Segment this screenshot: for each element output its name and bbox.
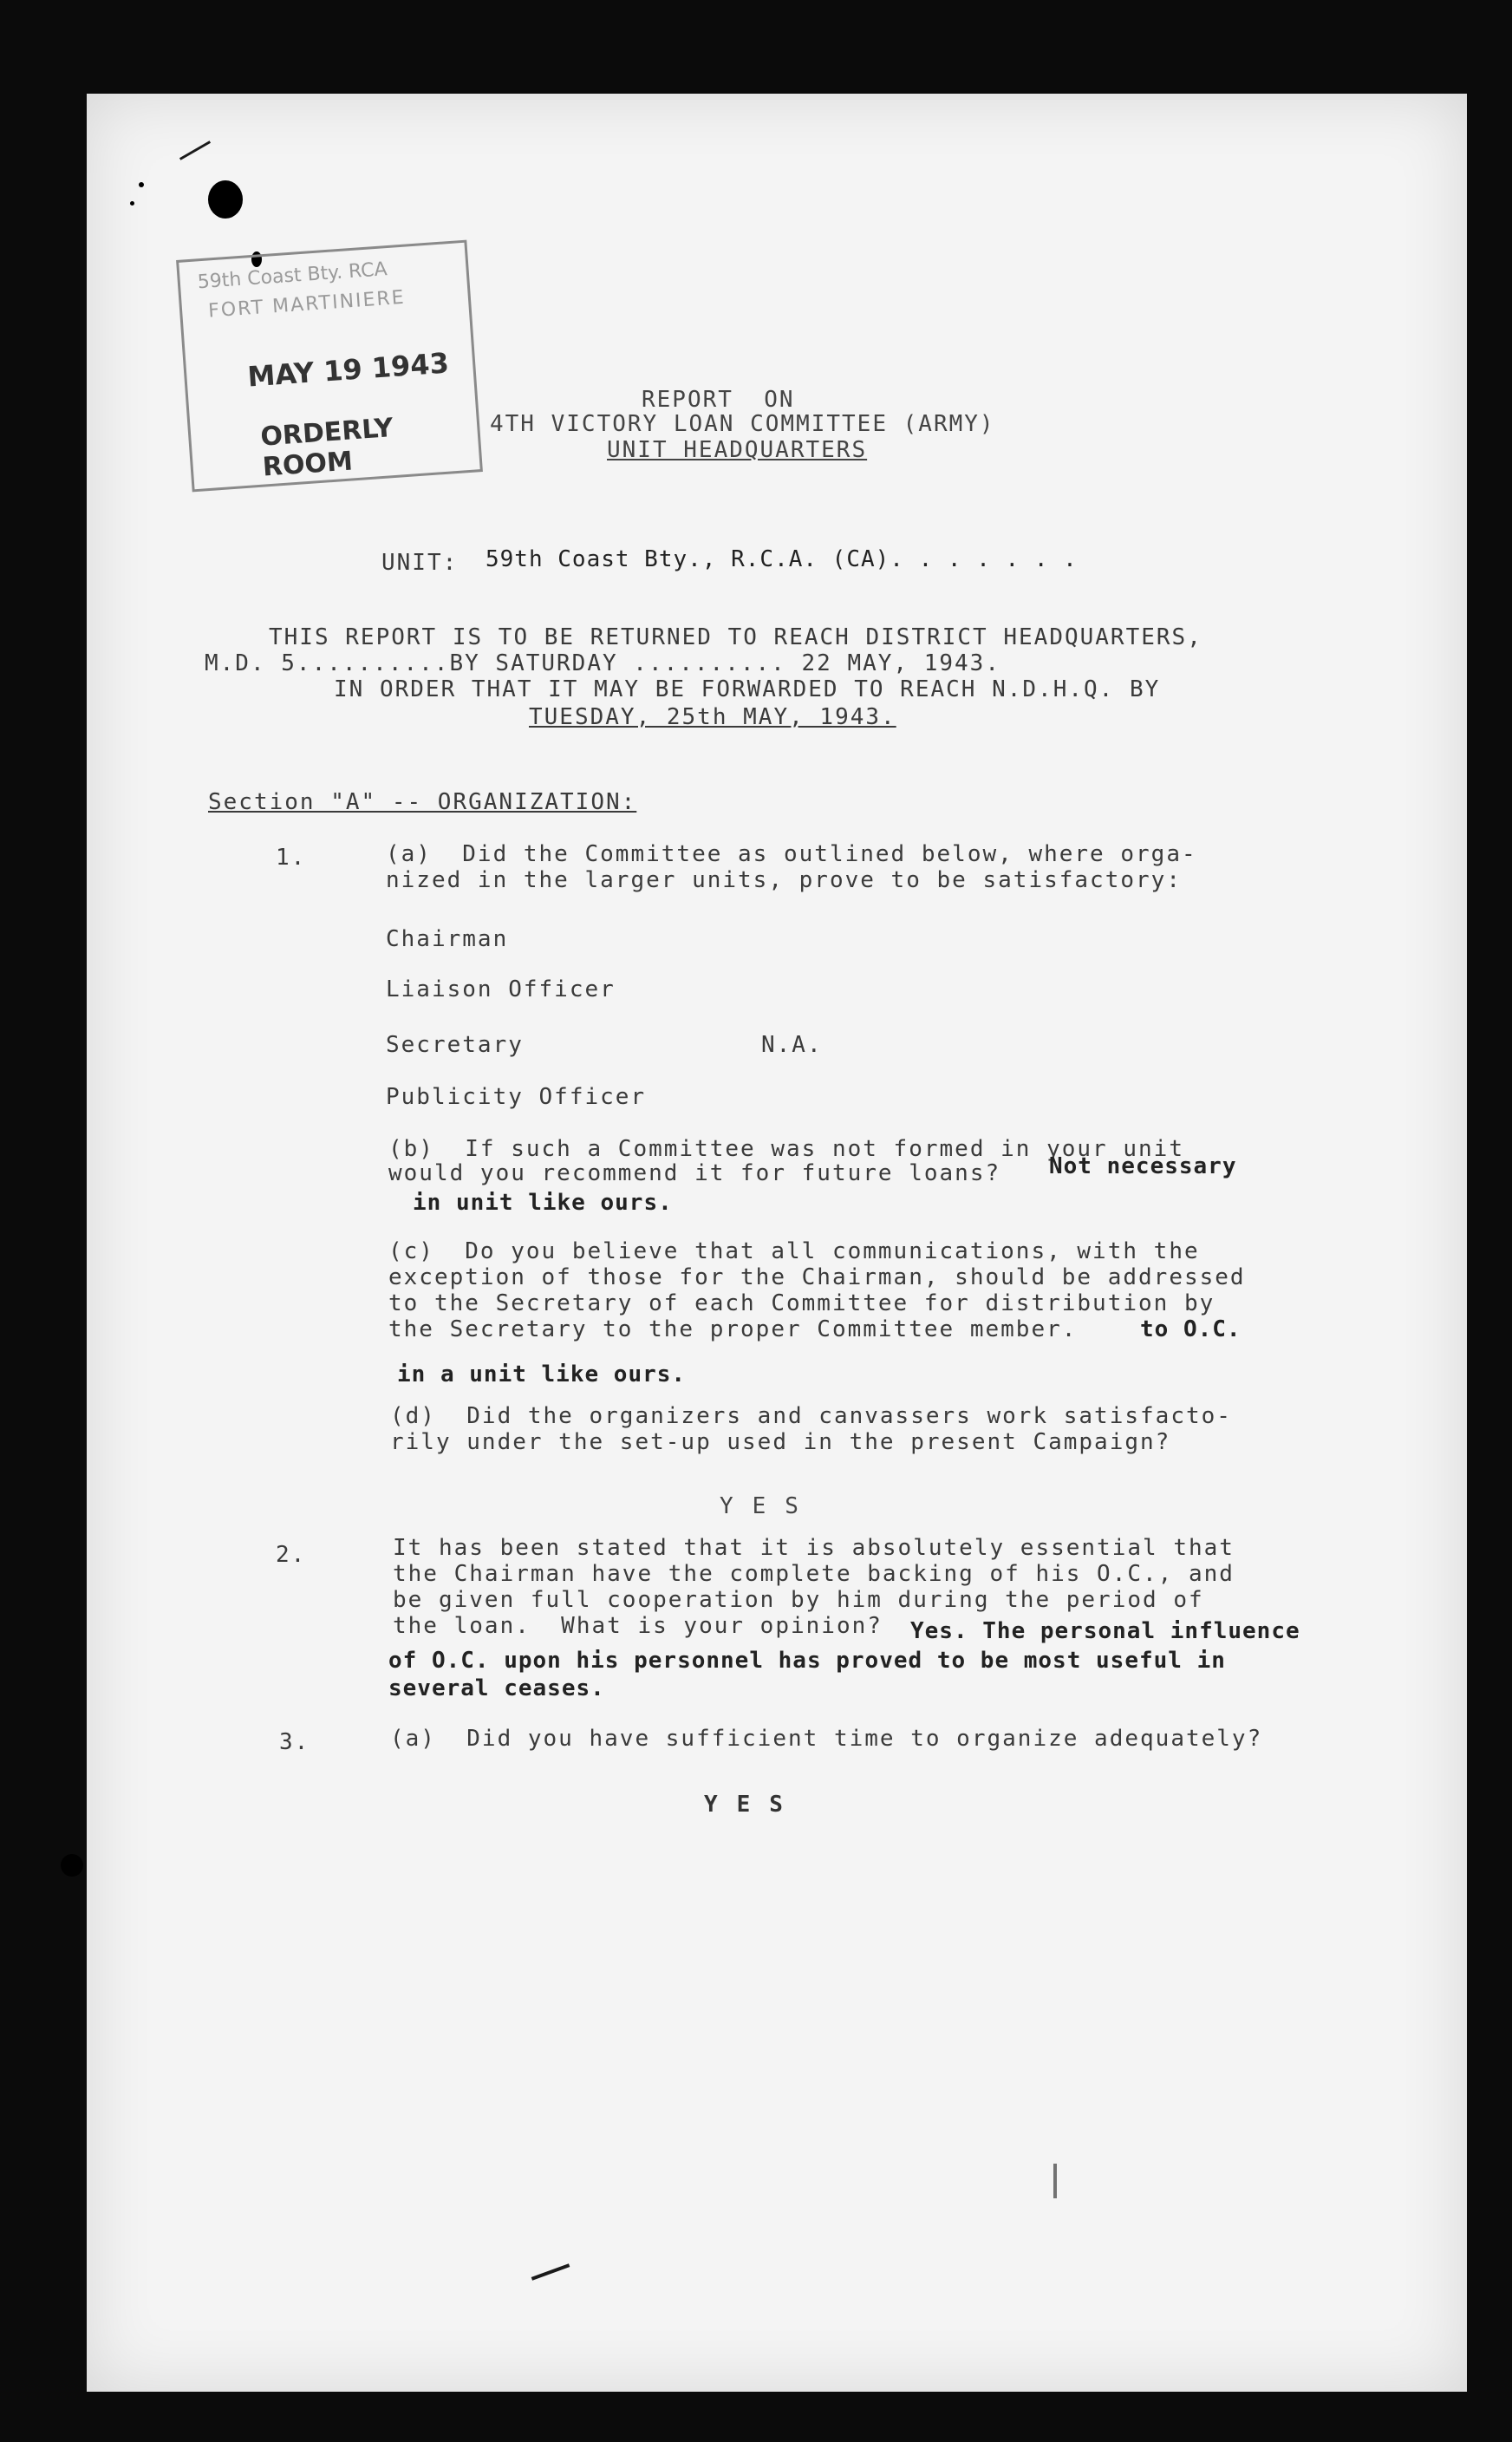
- role-secretary: Secretary: [386, 1032, 524, 1058]
- unit-label: UNIT:: [381, 550, 459, 576]
- ink-speck: [61, 1854, 83, 1877]
- q1d-line-1: (d) Did the organizers and canvassers work satisfacto-: [390, 1403, 1232, 1429]
- stamp-unit: 59th Coast Bty. RCA: [197, 258, 388, 294]
- return-line-2: M.D. 5..........BY SATURDAY .......... 22 MAY, 1943.: [205, 650, 1000, 676]
- q1c-line-3: to the Secretary of each Committee for distribution by: [388, 1290, 1215, 1316]
- stamp-date: MAY 19 1943: [246, 346, 451, 394]
- q2-line-4: the loan. What is your opinion?: [393, 1613, 883, 1639]
- ink-speck: [139, 182, 144, 187]
- q1d-answer: YES: [720, 1493, 818, 1519]
- q2-number: 2.: [276, 1542, 307, 1568]
- section-a-title: Section "A" -- ORGANIZATION:: [208, 789, 637, 815]
- stamp-room: ORDERLY ROOM: [259, 413, 394, 483]
- q2-line-3: be given full cooperation by him during the period of: [393, 1587, 1204, 1613]
- q1a-line-2: nized in the larger units, prove to be satisfactory:: [386, 867, 1182, 893]
- return-line-1: THIS REPORT IS TO BE RETURNED TO REACH DISTRICT HEADQUARTERS,: [269, 624, 1202, 650]
- ink-speck: [130, 201, 134, 206]
- q1b-line-1: (b) If such a Committee was not formed in your unit: [388, 1136, 1184, 1162]
- role-liaison-officer: Liaison Officer: [386, 976, 616, 1002]
- q1d-line-2: rily under the set-up used in the present Campaign?: [390, 1429, 1171, 1455]
- q3-number: 3.: [279, 1729, 310, 1755]
- return-line-3: IN ORDER THAT IT MAY BE FORWARDED TO REACH N.D.H.Q. BY: [334, 676, 1161, 702]
- q2-line-2: the Chairman have the complete backing of his O.C., and: [393, 1561, 1235, 1587]
- orderly-room-stamp: [176, 240, 483, 493]
- q2-answer-3: several ceases.: [388, 1675, 605, 1701]
- return-line-4: TUESDAY, 25th MAY, 1943.: [529, 704, 896, 730]
- q3a-line: (a) Did you have sufficient time to organize adequately?: [390, 1726, 1263, 1752]
- ink-blot: [208, 180, 243, 219]
- paper-scratch: [1053, 2164, 1057, 2198]
- unit-value: 59th Coast Bty., R.C.A. (CA). . . . . . .: [486, 546, 1078, 572]
- q2-answer-1: Yes. The personal influence: [910, 1618, 1300, 1644]
- q1b-answer-1: Not necessary: [1049, 1153, 1237, 1179]
- q1b-answer-2: in unit like ours.: [413, 1190, 673, 1216]
- q1c-line-1: (c) Do you believe that all communications, with the: [388, 1238, 1200, 1264]
- q1c-line-2: exception of those for the Chairman, should be addressed: [388, 1264, 1246, 1290]
- q2-answer-2: of O.C. upon his personnel has proved to be most useful in: [388, 1648, 1226, 1674]
- report-title: REPORT ON: [642, 387, 795, 413]
- unit-hq-title: UNIT HEADQUARTERS: [607, 437, 868, 463]
- q1c-line-4: the Secretary to the proper Committee member.: [388, 1316, 1078, 1342]
- q2-line-1: It has been stated that it is absolutely essential that: [393, 1535, 1235, 1561]
- committee-title: 4TH VICTORY LOAN COMMITTEE (ARMY): [490, 411, 995, 437]
- q1b-line-2: would you recommend it for future loans?: [388, 1160, 1001, 1186]
- role-chairman: Chairman: [386, 926, 509, 952]
- q1a-line-1: (a) Did the Committee as outlined below, where orga-: [386, 841, 1197, 867]
- q1-number: 1.: [276, 845, 307, 871]
- q1c-answer-1: to O.C.: [1140, 1316, 1242, 1342]
- role-publicity-officer: Publicity Officer: [386, 1084, 647, 1110]
- stamp-location: FORT MARTINIERE: [207, 286, 407, 323]
- q1c-answer-2: in a unit like ours.: [397, 1361, 687, 1388]
- q3a-answer: YES: [704, 1792, 802, 1818]
- roles-answer: N.A.: [761, 1032, 823, 1058]
